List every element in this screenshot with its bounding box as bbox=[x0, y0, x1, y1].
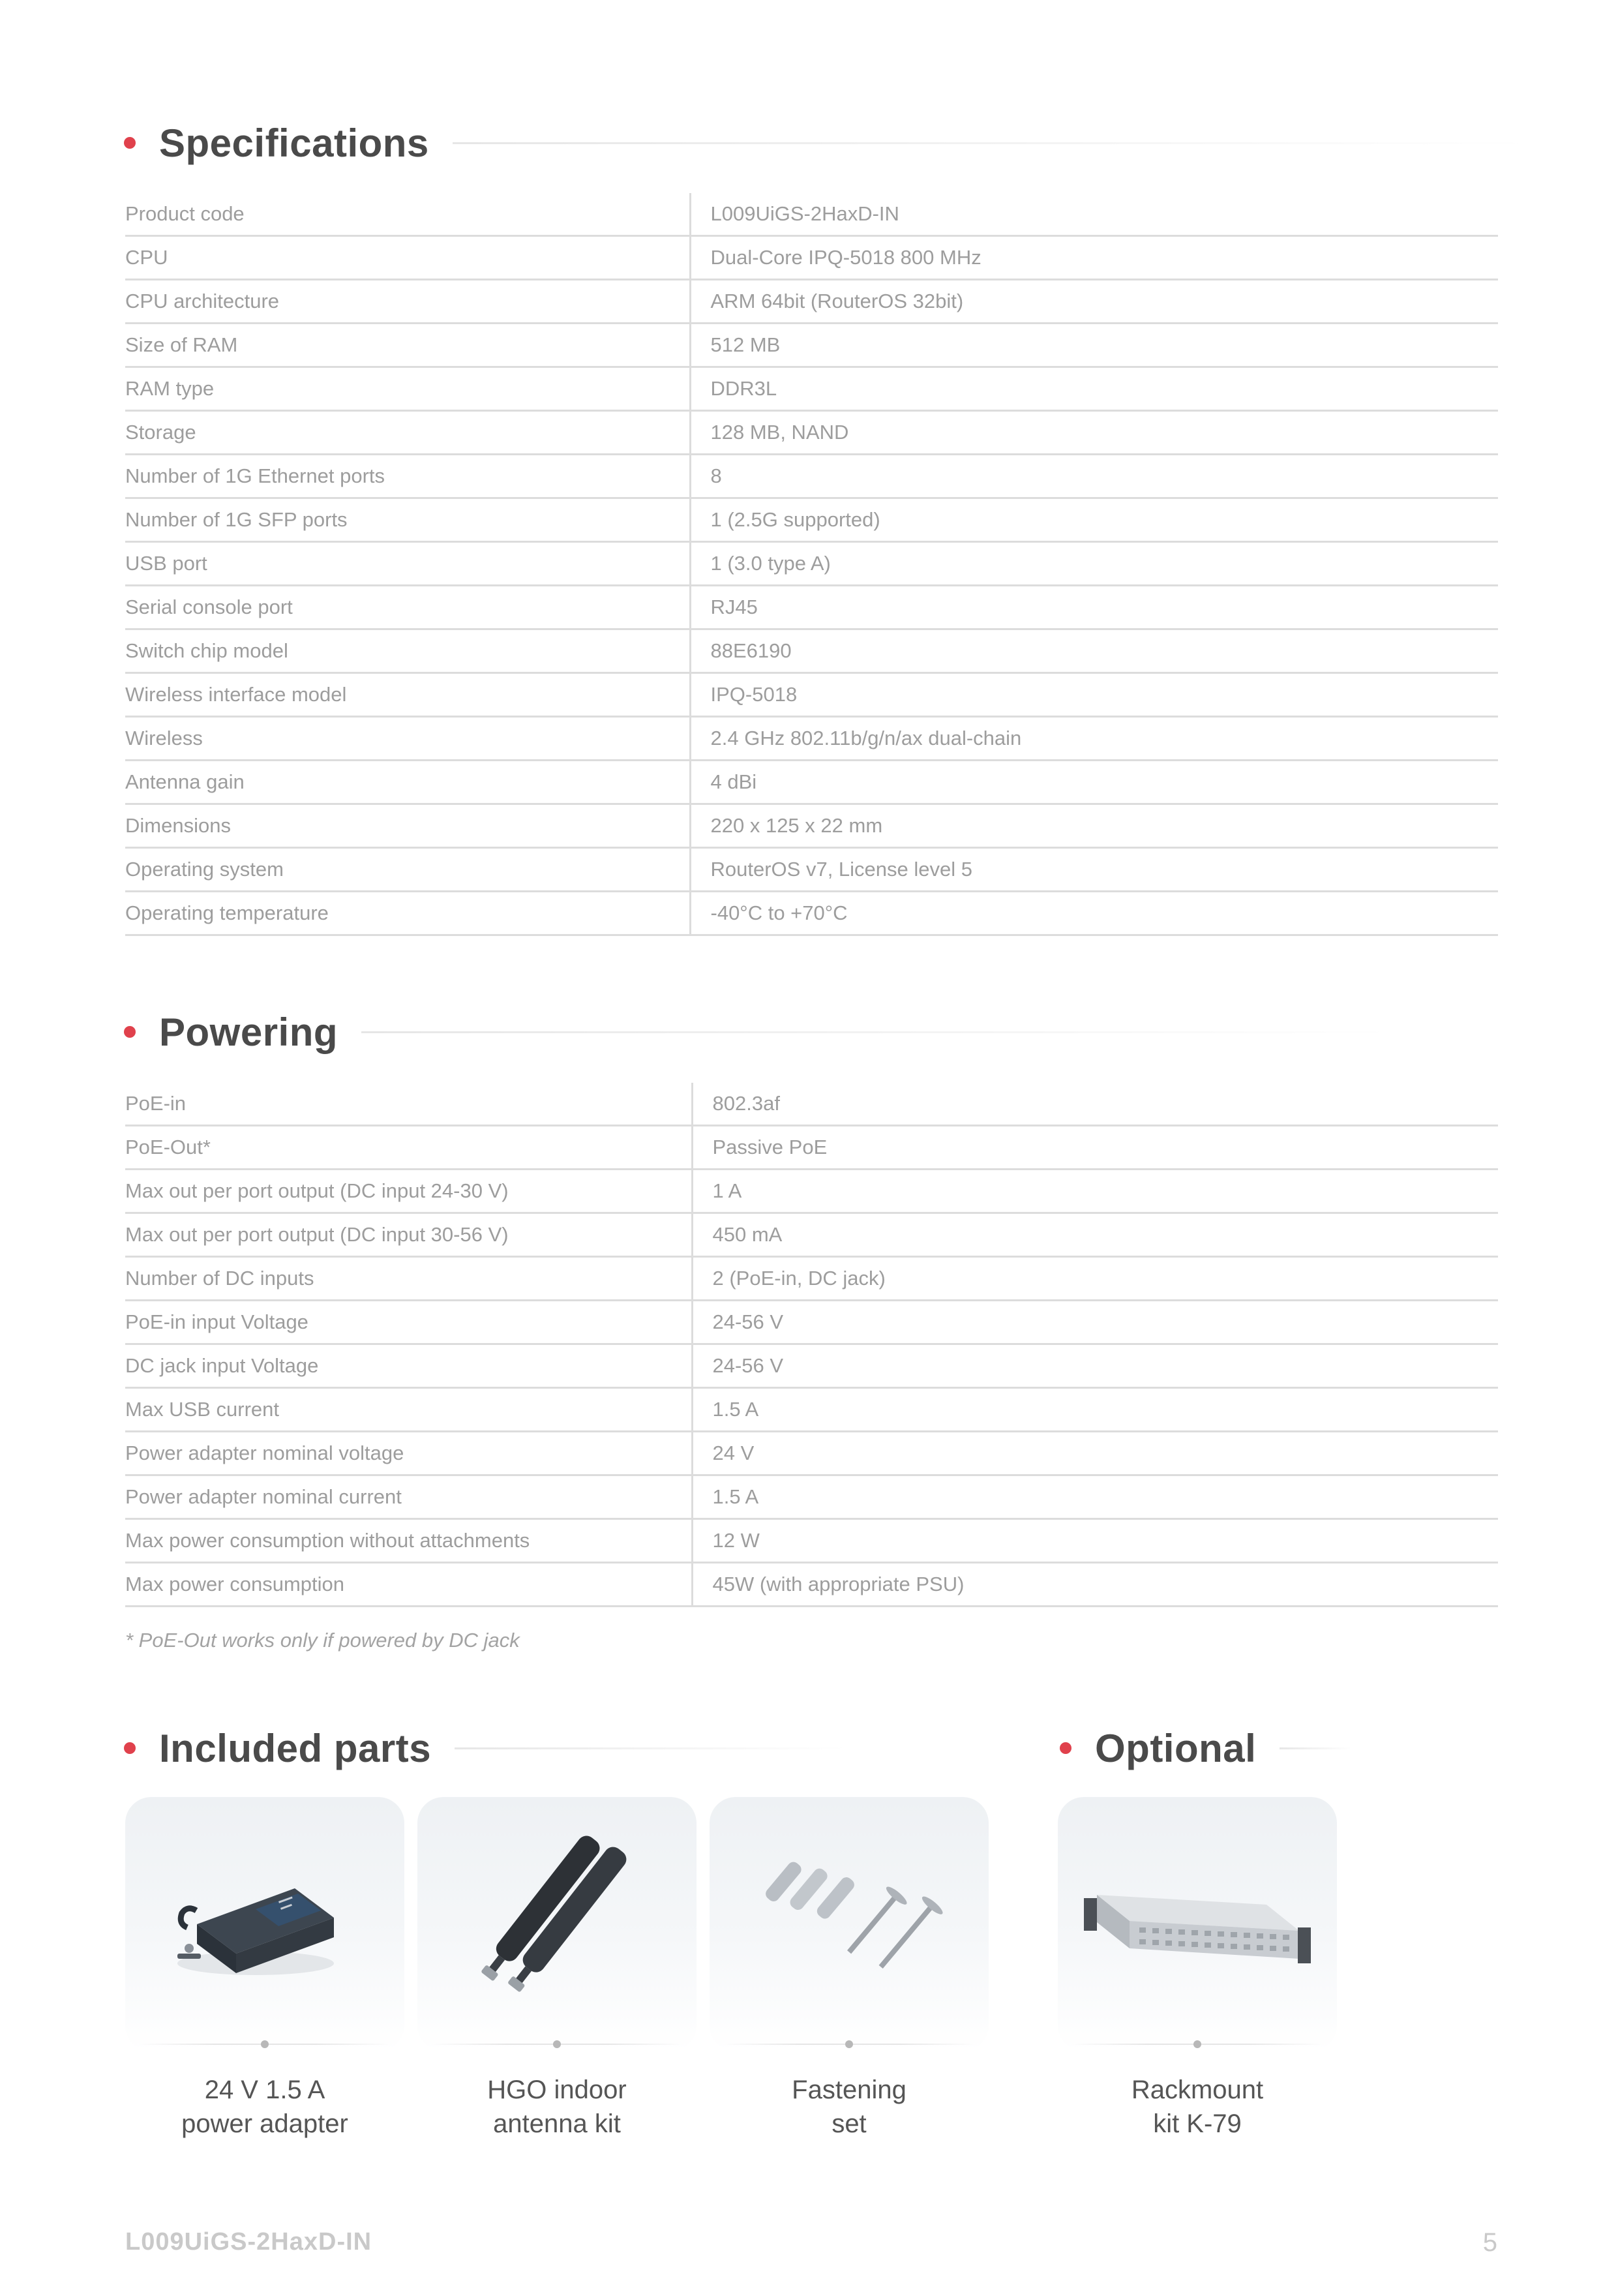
spec-value: Dual-Core IPQ-5018 800 MHz bbox=[690, 236, 1498, 280]
optional-header bbox=[1060, 1722, 1351, 1774]
spec-value: 1 (2.5G supported) bbox=[690, 498, 1498, 542]
card-separator bbox=[1058, 2040, 1337, 2048]
spec-label: Number of DC inputs bbox=[125, 1257, 692, 1301]
spec-value: IPQ-5018 bbox=[690, 673, 1498, 717]
spec-label: Operating system bbox=[125, 848, 690, 892]
spec-value: 2 (PoE-in, DC jack) bbox=[692, 1257, 1498, 1301]
spec-value: 24-56 V bbox=[692, 1301, 1498, 1344]
spec-value: Passive PoE bbox=[692, 1126, 1498, 1170]
section-rule bbox=[455, 1747, 846, 1749]
spec-label: Wireless bbox=[125, 717, 690, 761]
table-row bbox=[125, 586, 1498, 629]
spec-label: PoE-in input Voltage bbox=[125, 1301, 692, 1344]
table-row bbox=[125, 1563, 1498, 1607]
table-row bbox=[125, 411, 1498, 455]
section-rule bbox=[1280, 1747, 1351, 1749]
table-row bbox=[125, 1432, 1498, 1475]
part-label-rackmount-kit: Rackmount kit K-79 bbox=[1131, 2076, 1264, 2138]
section-title: Optional bbox=[1095, 1726, 1257, 1770]
specifications-table bbox=[125, 193, 1498, 936]
spec-value: 24 V bbox=[692, 1432, 1498, 1475]
antenna-kit-icon bbox=[417, 1797, 697, 2051]
power-adapter-icon bbox=[125, 1797, 404, 2051]
spec-label: DC jack input Voltage bbox=[125, 1344, 692, 1388]
section-title: Included parts bbox=[159, 1726, 432, 1770]
table-row bbox=[125, 1126, 1498, 1170]
powering-table-body bbox=[125, 1083, 1498, 1607]
spec-label: PoE-Out* bbox=[125, 1126, 692, 1170]
table-row bbox=[125, 1519, 1498, 1563]
table-row bbox=[125, 1083, 1498, 1126]
bullet-dot-icon bbox=[1060, 1742, 1071, 1754]
spec-label: Max out per port output (DC input 30-56 V) bbox=[125, 1213, 692, 1257]
table-row bbox=[125, 673, 1498, 717]
spec-value: 128 MB, NAND bbox=[690, 411, 1498, 455]
card-separator bbox=[417, 2040, 697, 2048]
table-row bbox=[125, 1344, 1498, 1388]
table-row bbox=[125, 236, 1498, 280]
table-row bbox=[125, 455, 1498, 498]
spec-value: 8 bbox=[690, 455, 1498, 498]
table-row bbox=[125, 324, 1498, 367]
spec-value: 1 (3.0 type A) bbox=[690, 542, 1498, 586]
spec-label: Max power consumption without attachments bbox=[125, 1519, 692, 1563]
spec-value: 45W (with appropriate PSU) bbox=[692, 1563, 1498, 1607]
spec-label: Max power consumption bbox=[125, 1563, 692, 1607]
specifications-table-body bbox=[125, 193, 1498, 935]
spec-label: Dimensions bbox=[125, 804, 690, 848]
section-title: Specifications bbox=[159, 121, 429, 165]
spec-value: 2.4 GHz 802.11b/g/n/ax dual-chain bbox=[690, 717, 1498, 761]
spec-value: 1.5 A bbox=[692, 1475, 1498, 1519]
spec-value: RouterOS v7, License level 5 bbox=[690, 848, 1498, 892]
included-parts-header bbox=[124, 1722, 846, 1774]
spec-value: 1 A bbox=[692, 1170, 1498, 1213]
spec-value: 4 dBi bbox=[690, 761, 1498, 804]
poe-out-footnote: * PoE-Out works only if powered by DC jack bbox=[125, 1629, 520, 1652]
section-rule bbox=[361, 1031, 1392, 1033]
table-row bbox=[125, 498, 1498, 542]
table-row bbox=[125, 1213, 1498, 1257]
table-row bbox=[125, 848, 1498, 892]
spec-label: Power adapter nominal current bbox=[125, 1475, 692, 1519]
spec-value: 450 mA bbox=[692, 1213, 1498, 1257]
part-card-rackmount-kit bbox=[1058, 1797, 1337, 2051]
table-row bbox=[125, 280, 1498, 324]
spec-label: Storage bbox=[125, 411, 690, 455]
table-row bbox=[125, 629, 1498, 673]
table-row bbox=[125, 761, 1498, 804]
spec-value: 802.3af bbox=[692, 1083, 1498, 1126]
specifications-header bbox=[124, 117, 1529, 169]
spec-label: Power adapter nominal voltage bbox=[125, 1432, 692, 1475]
table-row bbox=[125, 892, 1498, 935]
table-row bbox=[125, 1257, 1498, 1301]
spec-value: 12 W bbox=[692, 1519, 1498, 1563]
spec-label: Max USB current bbox=[125, 1388, 692, 1432]
table-row bbox=[125, 804, 1498, 848]
bullet-dot-icon bbox=[124, 1742, 136, 1754]
spec-label: Wireless interface model bbox=[125, 673, 690, 717]
part-card-fastening-set bbox=[710, 1797, 989, 2051]
table-row bbox=[125, 1301, 1498, 1344]
part-card-antenna-kit bbox=[417, 1797, 697, 2051]
section-title: Powering bbox=[159, 1010, 338, 1054]
table-row bbox=[125, 193, 1498, 236]
spec-label: Switch chip model bbox=[125, 629, 690, 673]
spec-label: Serial console port bbox=[125, 586, 690, 629]
bullet-dot-icon bbox=[124, 1026, 136, 1038]
part-label-antenna-kit: HGO indoor antenna kit bbox=[487, 2076, 627, 2138]
table-row bbox=[125, 1170, 1498, 1213]
spec-label: Antenna gain bbox=[125, 761, 690, 804]
spec-label: Size of RAM bbox=[125, 324, 690, 367]
spec-label: Product code bbox=[125, 193, 690, 236]
spec-value: 88E6190 bbox=[690, 629, 1498, 673]
spec-value: 220 x 125 x 22 mm bbox=[690, 804, 1498, 848]
spec-label: Number of 1G SFP ports bbox=[125, 498, 690, 542]
spec-label: PoE-in bbox=[125, 1083, 692, 1126]
spec-label: CPU architecture bbox=[125, 280, 690, 324]
spec-value: 1.5 A bbox=[692, 1388, 1498, 1432]
section-rule bbox=[453, 142, 1529, 144]
bullet-dot-icon bbox=[124, 137, 136, 149]
table-row bbox=[125, 1388, 1498, 1432]
table-row bbox=[125, 1475, 1498, 1519]
spec-value: 24-56 V bbox=[692, 1344, 1498, 1388]
spec-value: RJ45 bbox=[690, 586, 1498, 629]
part-card-power-adapter bbox=[125, 1797, 404, 2051]
table-row bbox=[125, 717, 1498, 761]
spec-label: USB port bbox=[125, 542, 690, 586]
table-row bbox=[125, 542, 1498, 586]
page-number: 5 bbox=[1482, 2228, 1497, 2257]
powering-table bbox=[125, 1083, 1498, 1607]
spec-value: 512 MB bbox=[690, 324, 1498, 367]
spec-value: ARM 64bit (RouterOS 32bit) bbox=[690, 280, 1498, 324]
card-separator bbox=[710, 2040, 989, 2048]
spec-label: CPU bbox=[125, 236, 690, 280]
spec-value: DDR3L bbox=[690, 367, 1498, 411]
spec-label: Max out per port output (DC input 24-30 V) bbox=[125, 1170, 692, 1213]
fastening-set-icon bbox=[710, 1797, 989, 2051]
rackmount-kit-icon bbox=[1058, 1797, 1337, 2051]
spec-value: -40°C to +70°C bbox=[690, 892, 1498, 935]
part-label-power-adapter: 24 V 1.5 A power adapter bbox=[181, 2076, 348, 2138]
table-row bbox=[125, 367, 1498, 411]
part-label-fastening-set: Fastening set bbox=[792, 2076, 906, 2138]
spec-label: RAM type bbox=[125, 367, 690, 411]
spec-value: L009UiGS-2HaxD-IN bbox=[690, 193, 1498, 236]
spec-label: Number of 1G Ethernet ports bbox=[125, 455, 690, 498]
card-separator bbox=[125, 2040, 404, 2048]
spec-label: Operating temperature bbox=[125, 892, 690, 935]
footer-product-code: L009UiGS-2HaxD-IN bbox=[125, 2228, 372, 2256]
powering-header bbox=[124, 1006, 1392, 1058]
